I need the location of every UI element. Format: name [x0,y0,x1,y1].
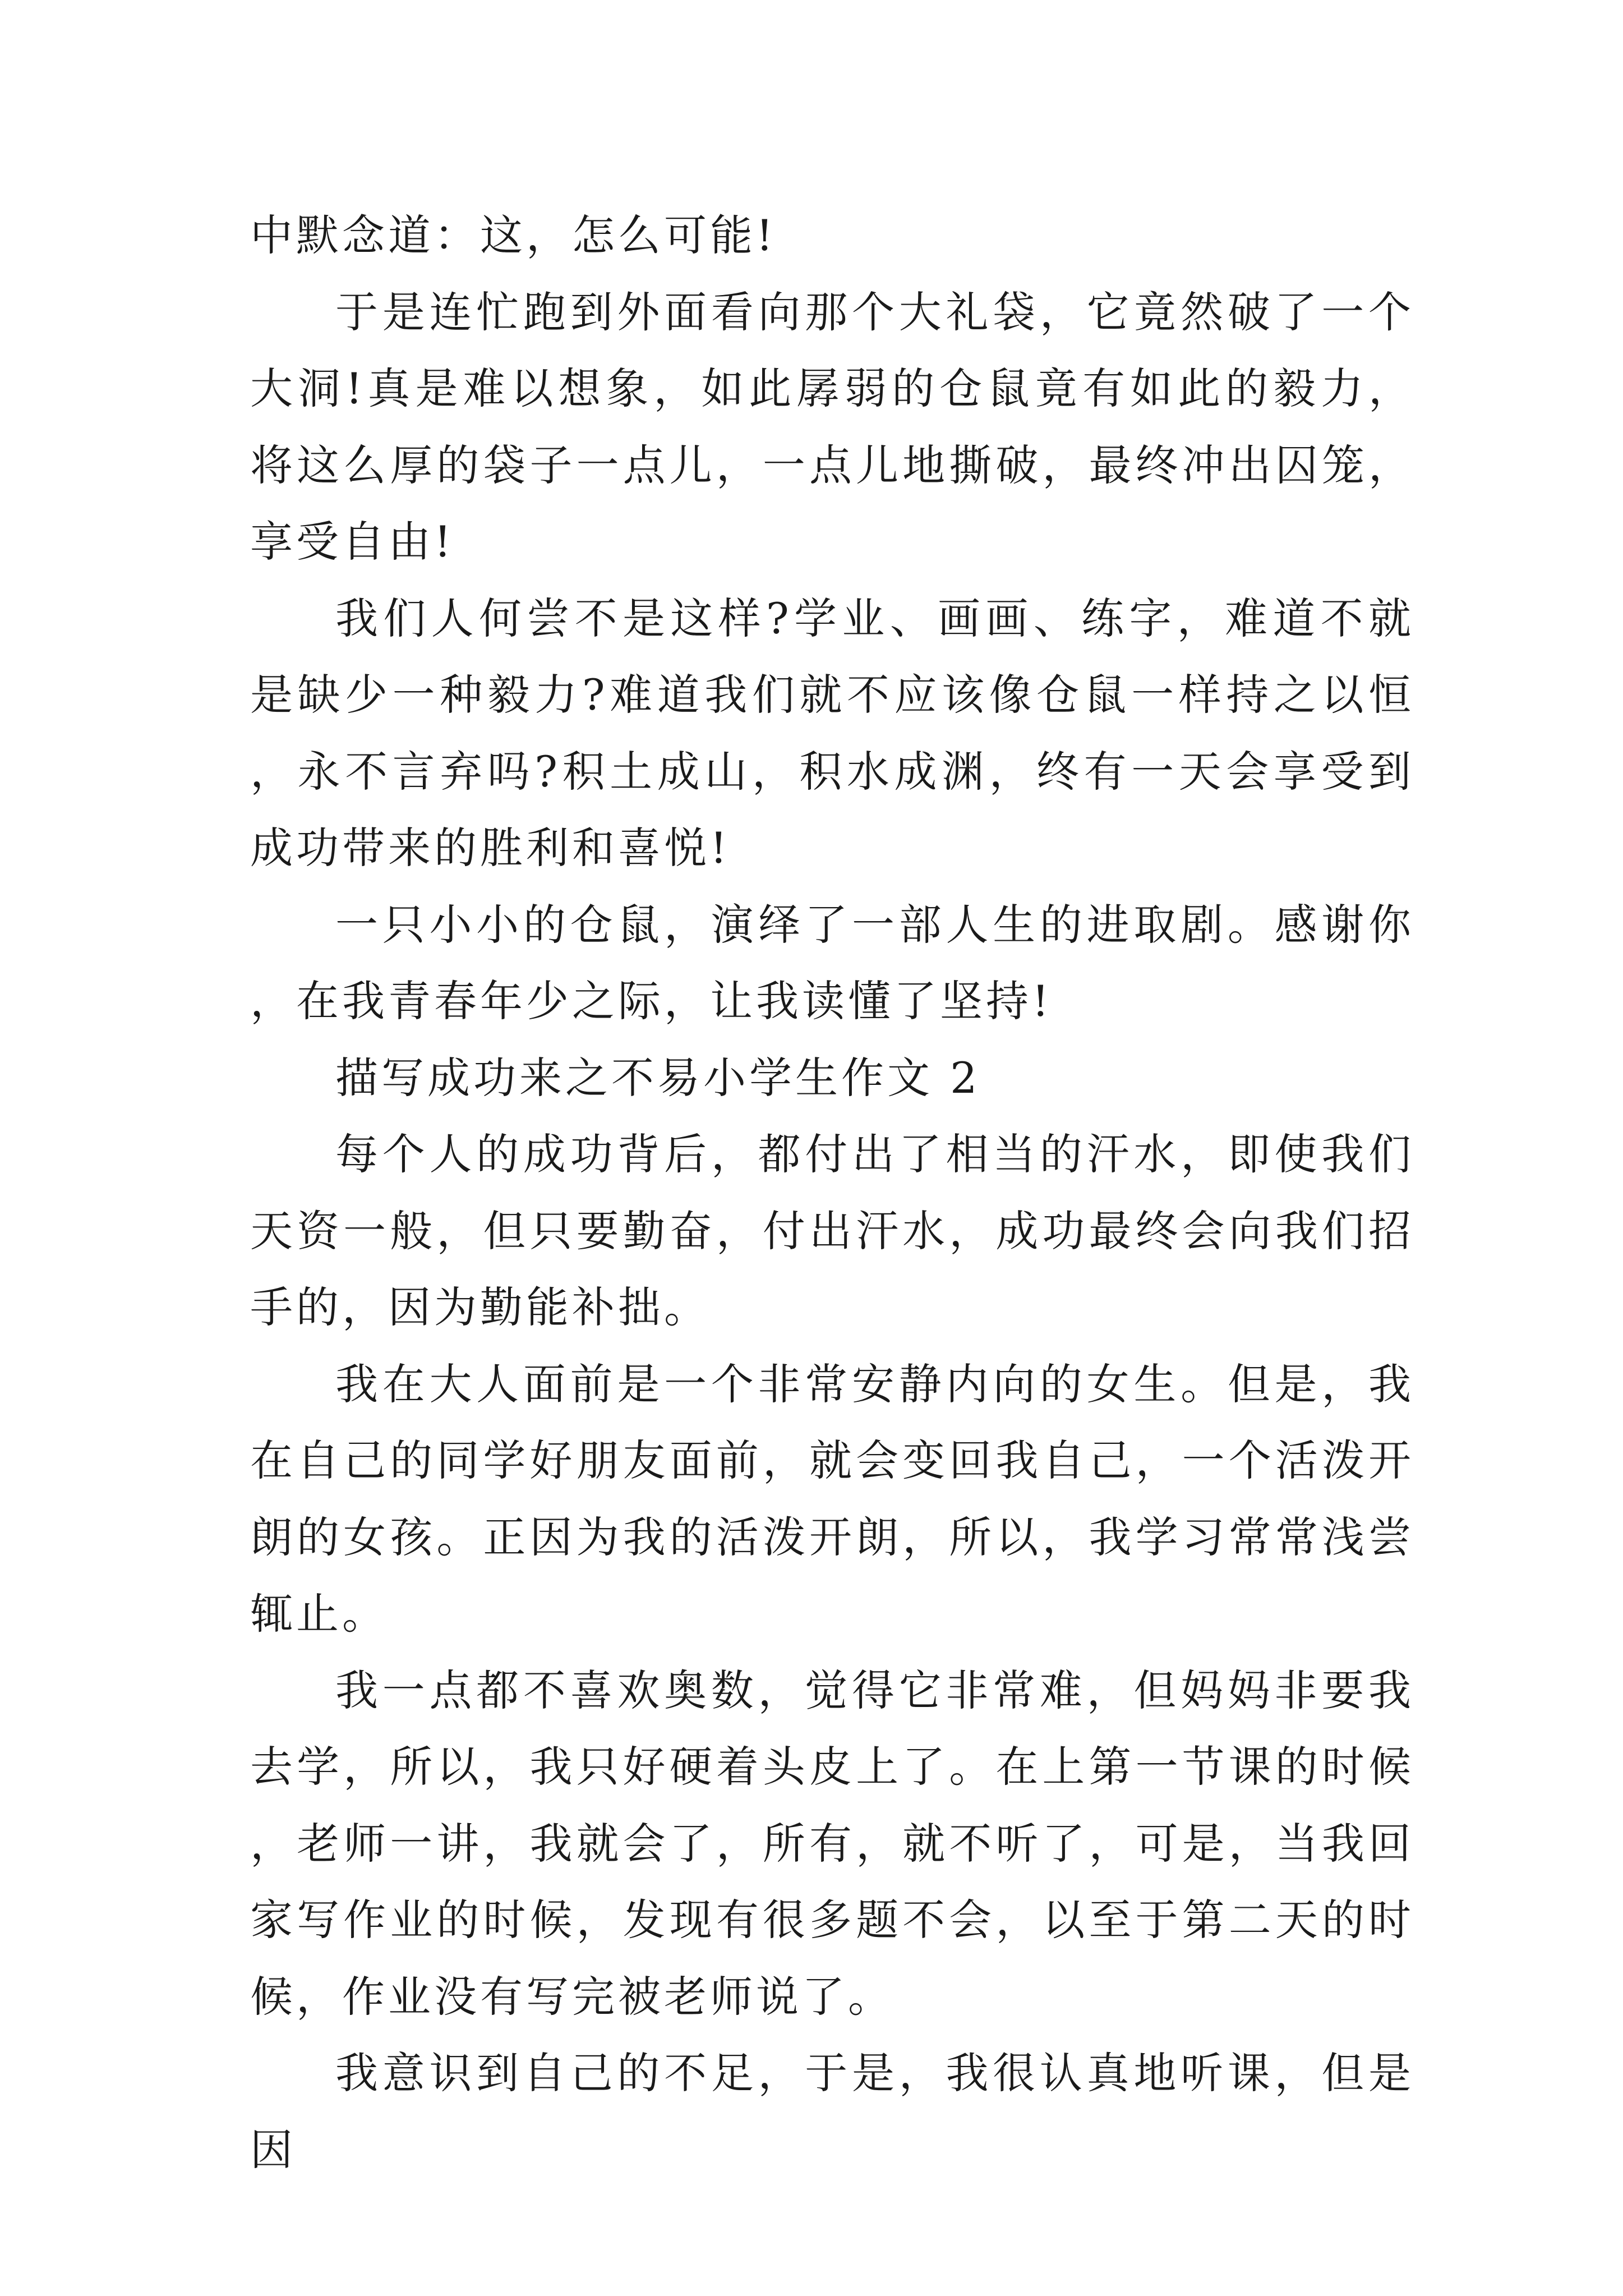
essay-heading: 描写成功来之不易小学生作文 2 [335,1052,981,1103]
paragraph: 我意识到自己的不足，于是，我很认真地听课，但是因 [250,2048,1414,2175]
paragraph: 我一点都不喜欢奥数，觉得它非常难，但妈妈非要我去学，所以，我只好硬着头皮上了。在上第一节课的时候，老师一讲，我就会了，所有，就不听了，可是，当我回家写作业的时候，发现有很多题不会，以至于第二天的时候，作业没有写完被老师说了。 [250,1665,1414,2022]
paragraph: 我在大人面前是一个非常安静内向的女生。但是，我在自己的同学好朋友面前，就会变回我自己，一个活泼开朗的女孩。正因为我的活泼开朗，所以，我学习常常浅尝辄止。 [250,1359,1414,1639]
document-body [250,197,1414,2188]
paragraph: 于是连忙跑到外面看向那个大礼袋，它竟然破了一个大洞!真是难以想象，如此孱弱的仓鼠竟有如此的毅力，将这么厚的袋子一点儿，一点儿地撕破，最终冲出囚笼，享受自由! [250,287,1414,567]
paragraph: 我们人何尝不是这样?学业、画画、练字，难道不就是缺少一种毅力?难道我们就不应该像仓鼠一样持之以恒，永不言弃吗?积土成山，积水成渊，终有一天会享受到成功带来的胜利和喜悦! [250,593,1414,873]
paragraph: 一只小小的仓鼠，演绎了一部人生的进取剧。感谢你，在我青春年少之际，让我读懂了坚持! [250,899,1414,1026]
paragraph: 每个人的成功背后，都付出了相当的汗水，即使我们天资一般，但只要勤奋，付出汗水，成功最终会向我们招手的，因为勤能补拙。 [250,1129,1414,1332]
paragraph-continuation: 中默念道：这，怎么可能! [250,210,777,260]
